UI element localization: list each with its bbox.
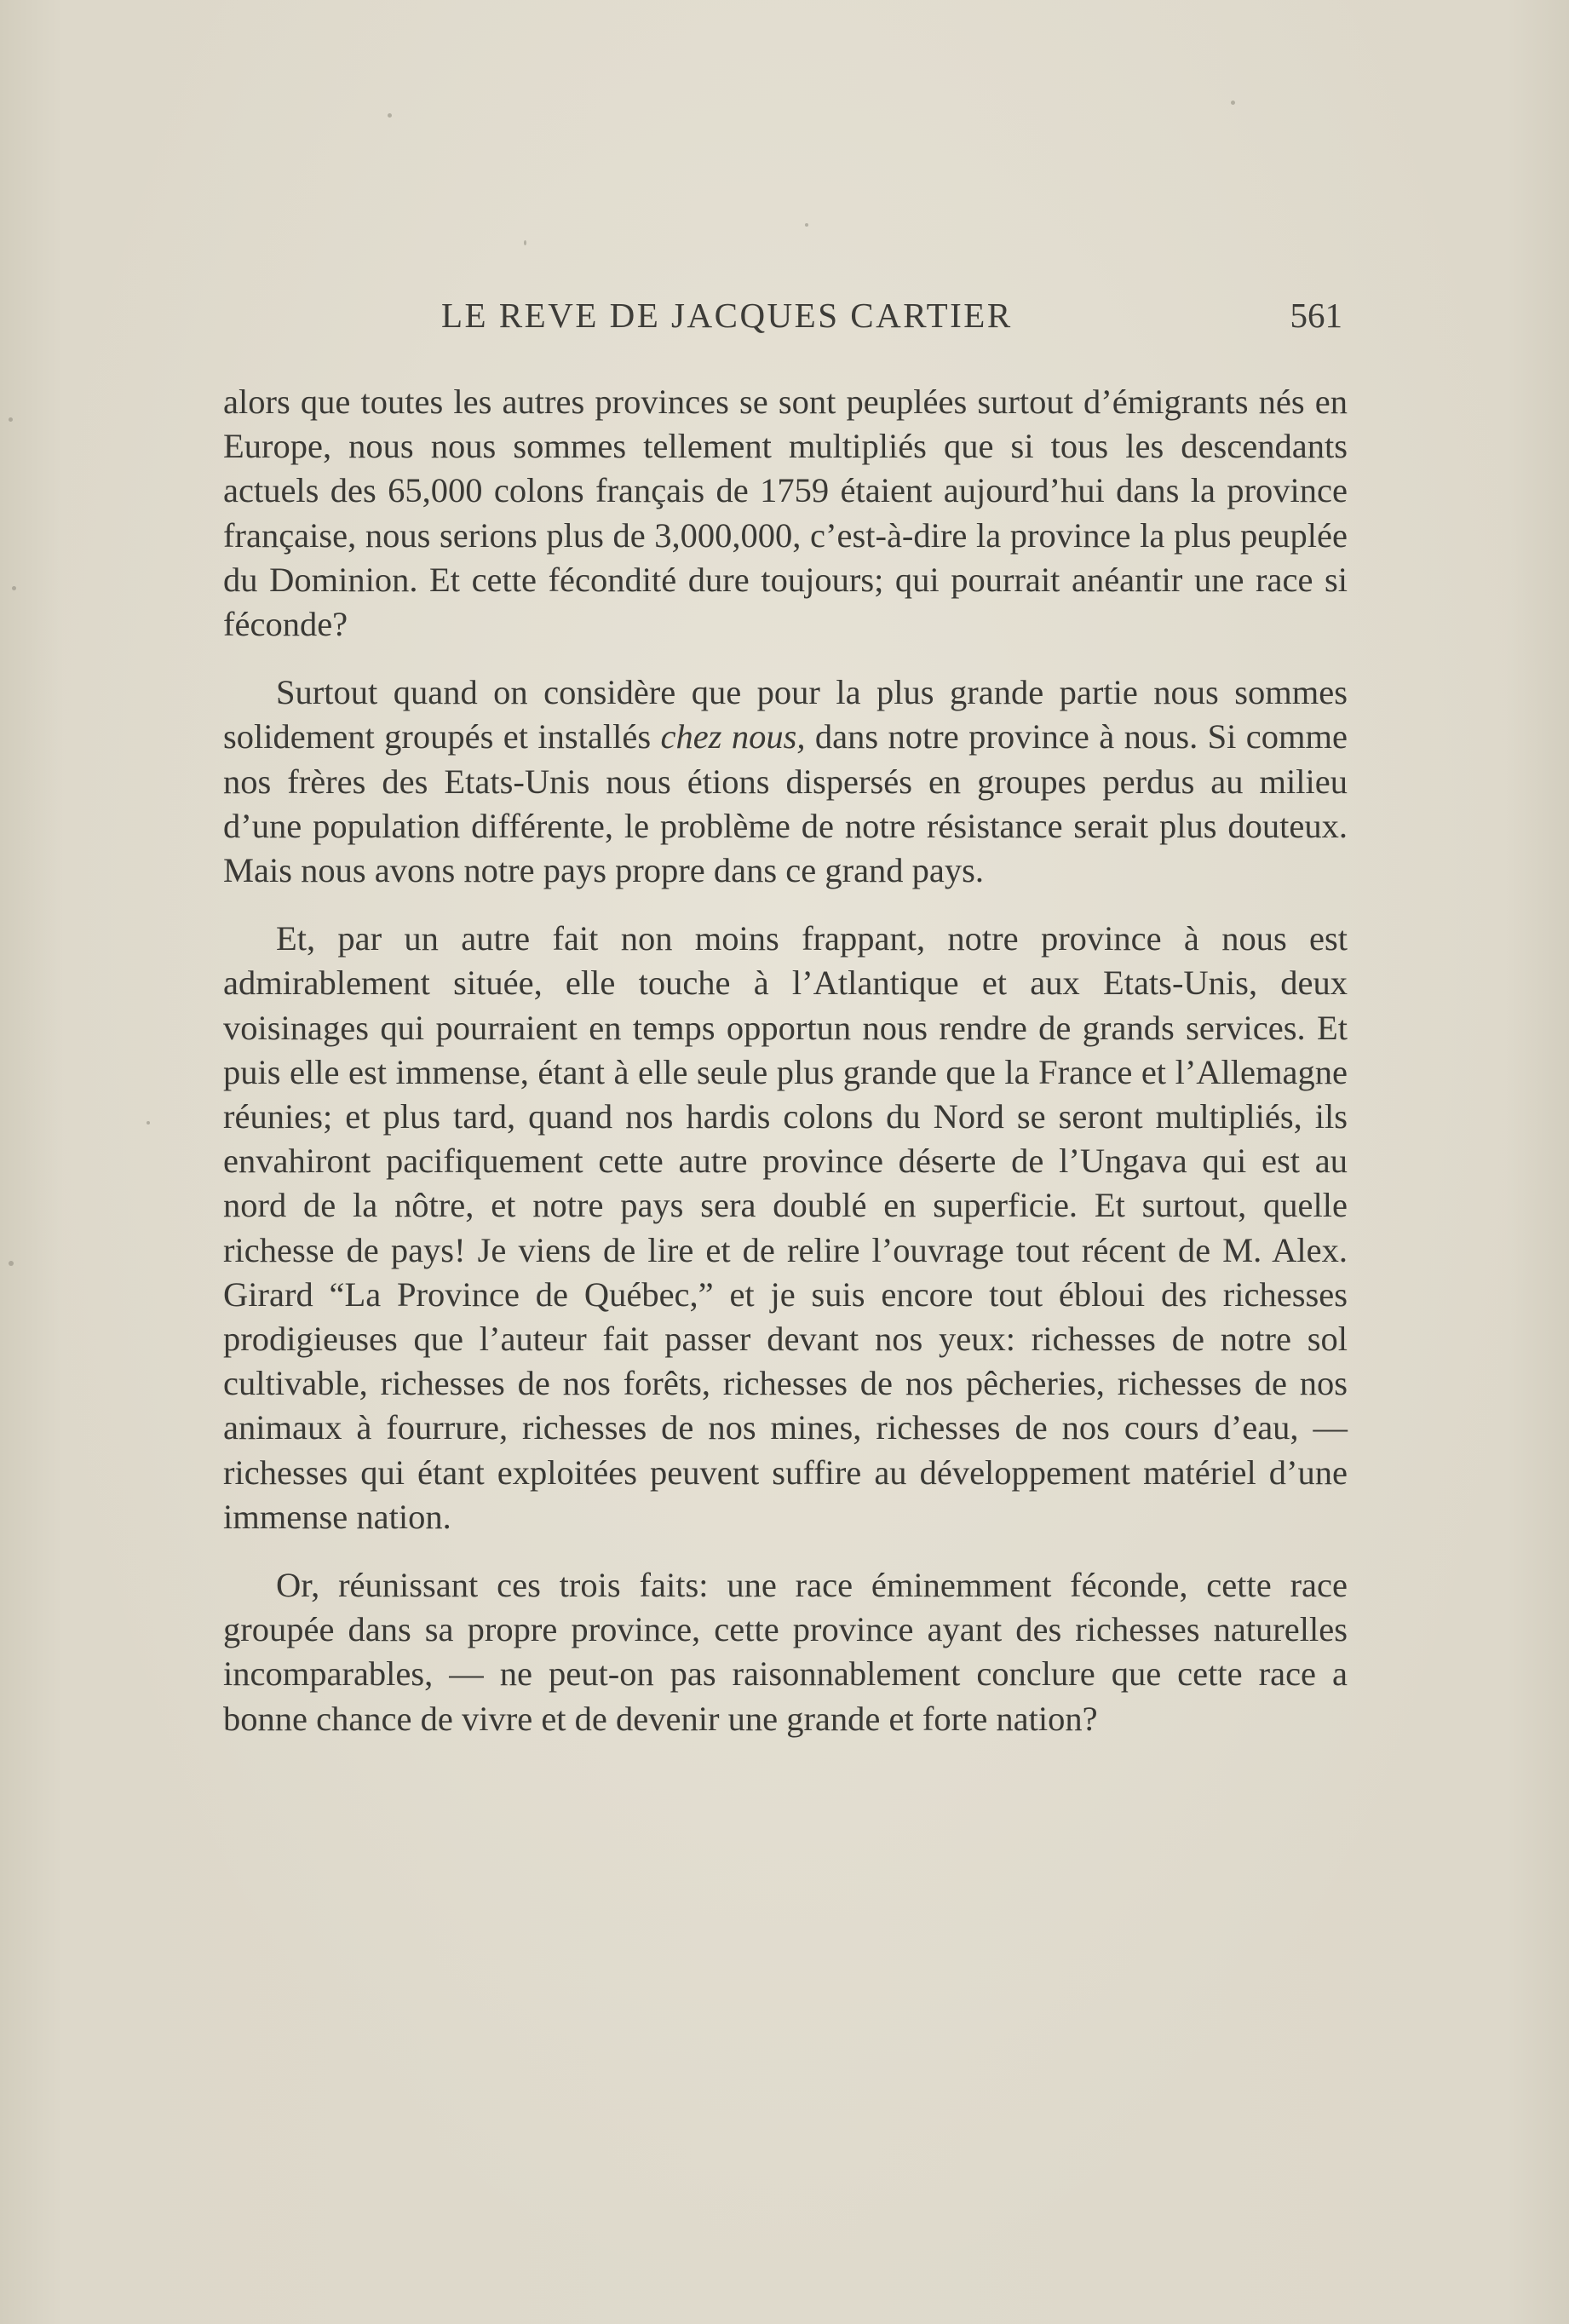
paper-speck [9, 417, 13, 422]
paragraph-1: alors que toutes les autres provinces se sont peuplées surtout d’émigrants nés en Europe, nous nous sommes tellement multipliés que si tous les descendants actuels des 65,000 colons français de 1759 étaient aujourd’hui dans la province française, nous serions plus de 3,000,000, c’est-à-dire la province la plus peuplée du Dominion. Et cette fécondité dure toujours; qui pourrait anéantir une race si féconde? [223, 383, 1348, 644]
paragraph-2 [223, 670, 1348, 893]
paragraph-2-end: dans notre province à nous. Si comme nos frères des Etats-Unis nous étions dispersés en groupes perdus au milieu d’une population différente, le problème de notre résistance serait plus douteux. Mais nous avons notre pays propre dans ce grand pays. [223, 717, 1348, 890]
paper-speck [9, 1261, 14, 1266]
body-text [223, 380, 1348, 1765]
running-title: LE REVE DE JACQUES CARTIER [441, 296, 1013, 335]
paper-speck [12, 586, 16, 590]
paper-speck [524, 240, 526, 245]
paper-speck [805, 223, 808, 227]
paper-speck [147, 1121, 150, 1125]
paragraph-2-start: Surtout quand on considère que pour la plus grande partie nous sommes solidement groupés et installés [223, 673, 1348, 756]
paragraph-4: Or, réunissant ces trois faits: une race éminemment féconde, cette race groupée dans sa propre province, cette province ayant des richesses naturelles incomparables, — ne peut-on pas raisonnablement conclure que cette race a bonne chance de vivre et de devenir une grande et forte nation? [223, 1566, 1348, 1738]
paragraph-2-italic: chez nous, [660, 717, 806, 756]
page-number: 561 [1290, 296, 1342, 335]
paragraph-3: Et, par un autre fait non moins frappant, notre province à nous est admirablement située, elle touche à l’Atlantique et aux Etats-Unis, deux voisinages qui pourraient en temps opportun nous rendre de grands services. Et puis elle est immense, étant à elle seule plus grande que la France et l’Allemagne réunies; et plus tard, quand nos hardis colons du Nord se seront multipliés, ils envahiront pacifiquement cette autre province déserte de l’Ungava qui est au nord de la nôtre, et notre pays sera doublé en superficie. Et surtout, quelle richesse de pays! Je viens de lire et de relire l’ouvrage tout récent de M. Alex. Girard “La Province de Québec,” et je suis encore tout ébloui des richesses prodigieuses que l’auteur fait passer devant nos yeux: richesses de notre sol cultivable, richesses de nos forêts, richesses de nos pêcheries, richesses de nos animaux à fourrure, richesses de nos mines, richesses de nos cours d’eau, — richesses qui étant exploitées peuvent suffire au développement matériel d’une immense nation. [223, 919, 1348, 1536]
paper-speck [1231, 101, 1235, 105]
page-header [441, 295, 1342, 346]
paper-speck [388, 113, 392, 118]
